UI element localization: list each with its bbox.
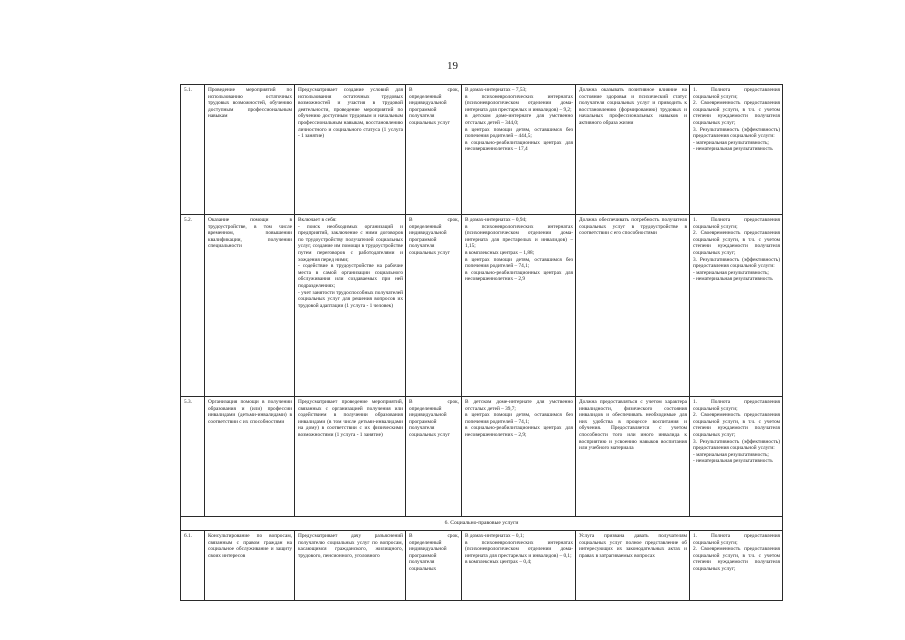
service-indicators: 1. Полнота предоставления социальной услуги; 2. Своевременность предоставления социальной услуги, в т.ч. с учетом степени нуждаемости получателя социальных услуг; 3. Результативность (эффективность) предоставления социальной услуги: - материальная результативность; - нематериальная результативность [690, 215, 783, 397]
service-term: В срок, определенный индивидуальной программой получателя социальных услуг [406, 397, 462, 517]
service-indicators: 1. Полнота предоставления социальной услуги; 2. Своевременность предоставления социальной услуги, в т.ч. с учетом степени нуждаемости получателя социальных услуг; 3. Результативность (эффективность) предоставления социальной услуги: - материальная результативность; - нематериальная результативность [690, 397, 783, 517]
services-table [180, 84, 783, 601]
table-row [181, 85, 783, 215]
service-name: Организация помощи в получении образования и (или) профессии инвалидами (детьми-инвалидами) в соответствии с их способностями [205, 397, 295, 517]
service-name: Проведение мероприятий по использованию остаточных трудовых возможностей, обучению доступным профессиональным навыкам [205, 85, 295, 215]
table-row [181, 531, 783, 601]
row-number: 5.1. [181, 85, 205, 215]
row-number: 5.3. [181, 397, 205, 517]
service-conditions: Услуга призвана давать получателям социальных услуг полное представление об интересующих их законодательных актах и правах в затрагиваемых вопросах [576, 531, 690, 601]
service-indicators: 1. Полнота предоставления социальной услуги; 2. Своевременность предоставления социальной услуги, в т.ч. с учетом степени нуждаемости получателя социальных услуг; [690, 531, 783, 601]
page-number: 19 [447, 60, 458, 72]
service-conditions: Должна оказывать позитивное влияние на состояние здоровья и психический статус получателя социальных услуг и приводить к восстановлению (формированию) трудовых и начальных профессиональных навыков и активного образа жизни [576, 85, 690, 215]
service-conditions: Должна предоставляться с учетом характера инвалидности, физического состояния инвалидов и обеспечивать необходимые для них удобства в процессе воспитания и обучения. Предоставляется с учетом способности того или иного инвалида к восприятию и усвоению навыков воспитания или учебного материала [576, 397, 690, 517]
service-norms: В детском доме-интернате для умственно отсталых детей – 39,7; в центрах помощи детям, оставшимся без попечения родителей – 74,1; в социально-реабилитационных центрах для несовершеннолетних – 2,9; [462, 397, 576, 517]
table-row [181, 215, 783, 397]
service-description: Предусматривает дачу разъяснений получателю социальных услуг по вопросам, касающимся гражданского, жилищного, трудового, пенсионного, уголовного [295, 531, 406, 601]
service-description: Предусматривает проведение мероприятий, связанных с организацией получения или содействием в получении образования инвалидами (в том числе детьми-инвалидами на дому) в соответствии с их физическими возможностями (1 услуга - 1 занятие) [295, 397, 406, 517]
service-norms: В домах-интернатах – 0,94; в психоневрологических интернатах (психоневрологическом отделении дома-интерната для престарелых и инвалидов) – 1,15; в комплексных центрах – 1,88; в центрах помощи детям, оставшимся без попечения родителей – 74,1; в социально-реабилитационных центрах для несовершеннолетних – 2,9 [462, 215, 576, 397]
section-header-row [181, 517, 783, 531]
service-term: В срок, определенный индивидуальной программой получателя социальных [406, 531, 462, 601]
service-name: Консультирование по вопросам, связанным с правом граждан на социальное обслуживание и защиту своих интересов [205, 531, 295, 601]
service-description: Включает в себя: - поиск необходимых организаций и предприятий, заключение с ними договоров по трудоустройству получателей социальных услуг, создание им помощи в трудоустройстве путем переговоров с работодателями и хождения перед ними; - содействие в трудоустройстве на рабочие места в самой организации социального обслуживания или создаваемых при ней подразделениях; - учет занятости трудоспособных получателей социальных услуг для решения вопросов их трудовой адаптации (1 услуга - 1 человек) [295, 215, 406, 397]
row-number: 6.1. [181, 531, 205, 601]
service-norms: В домах-интернатах – 7,53; в психоневрологических интернатах (психоневрологическом отделении дома-интерната для престарелых и инвалидов) – 9,2; в детском доме-интернате для умственно отсталых детей – 344,0; в центрах помощи детям, оставшимся без попечения родителей – 444,5; в социально-реабилитационных центрах для несовершеннолетних – 17,4 [462, 85, 576, 215]
service-norms: В домах-интернатах – 0,1; в психоневрологических интернатах (психоневрологическом отделении дома-интерната для престарелых и инвалидов) – 0,1; в комплексных центрах – 0,4; [462, 531, 576, 601]
service-description: Предусматривает создание условий для использования остаточных трудовых возможностей и участия в трудовой деятельности, проведение мероприятий по обучению доступным трудовым и начальным профессиональным навыкам, восстановлению личностного и социального статуса (1 услуга - 1 занятие) [295, 85, 406, 215]
service-term: В срок, определенный индивидуальной программой получателя социальных услуг [406, 215, 462, 397]
service-indicators: 1. Полнота предоставления социальной услуги; 2. Своевременность предоставления социальной услуги, в т.ч. с учетом степени нуждаемости получателя социальных услуг; 3. Результативность (эффективность) предоставления социальной услуги: - материальная результативность; - нематериальная результативность [690, 85, 783, 215]
table-row [181, 397, 783, 517]
service-name: Оказание помощи в трудоустройстве, в том числе временном, повышении квалификации, получении специальности [205, 215, 295, 397]
service-term: В срок, определенный индивидуальной программой получателя социальных услуг [406, 85, 462, 215]
section-title: 6. Социально-правовые услуги [181, 517, 783, 531]
row-number: 5.2. [181, 215, 205, 397]
service-conditions: Должна обеспечивать потребность получателя социальных услуг в трудоустройстве в соответствии с его способностями [576, 215, 690, 397]
